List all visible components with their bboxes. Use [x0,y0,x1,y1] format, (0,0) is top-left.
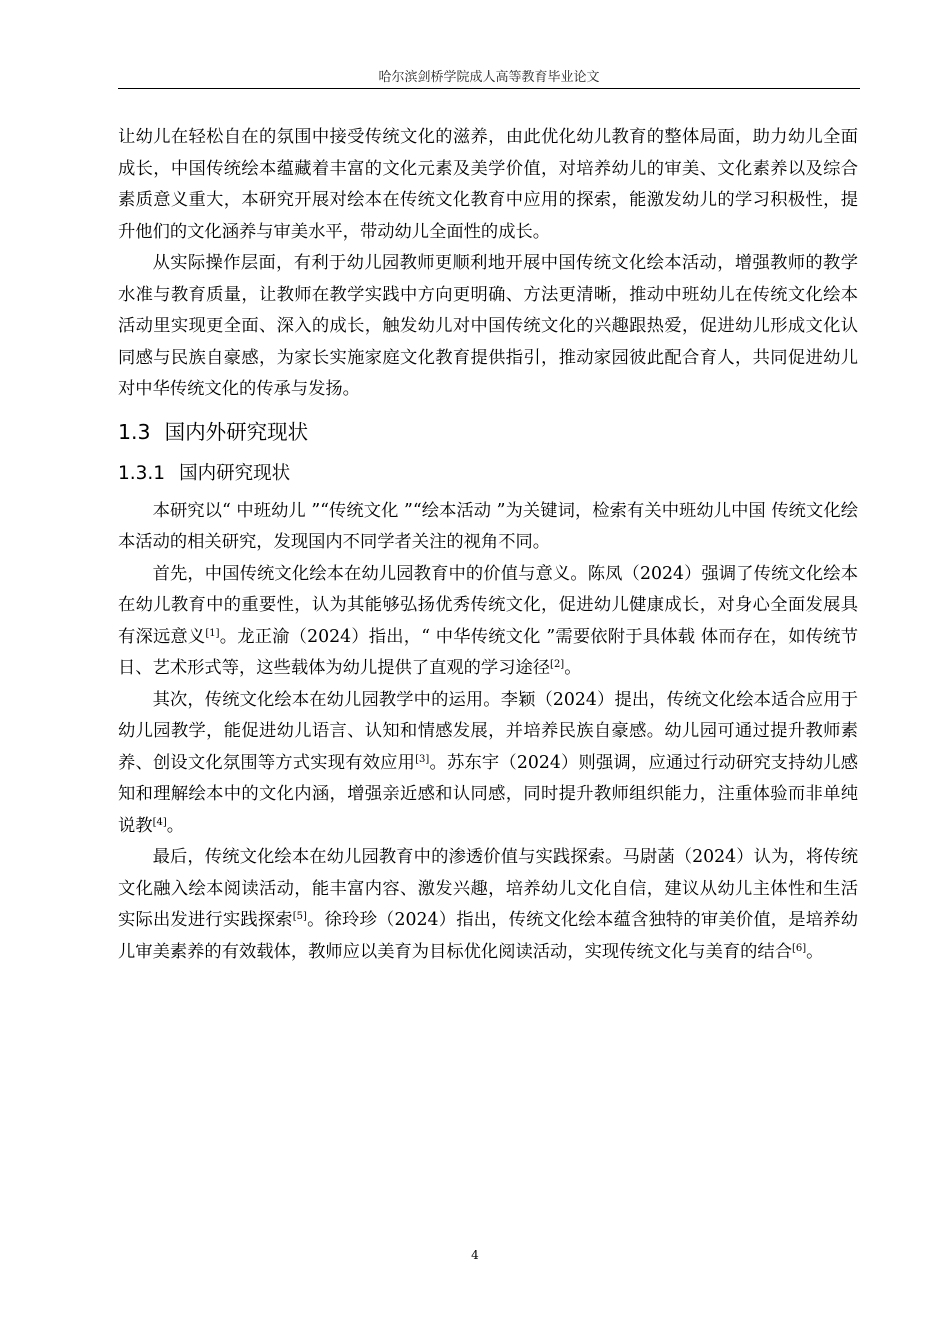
paragraph-value-meaning [118,559,858,685]
paragraph-text: 首先，中国传统文化绘本在幼儿园教育中的价值与意义。陈凤（2024）强调了传统文化绘本在幼儿教育中的重要性，认为其能够弘扬优秀传统文化，促进幼儿健康成长，对身心全面发展具有深远意义 [118,563,858,647]
paragraph-text: 。苏东宇（2024）则强调，应通过行动研究支持幼儿感知和理解绘本中的文化内涵，增强亲近感和认同感，同时提升教师组织能力，注重体验而非单纯说教 [118,752,858,836]
citation-ref-5[interactable]: [5] [292,911,307,922]
paragraph-text: 。 [806,941,824,962]
paragraph-application [118,685,858,843]
paragraph-text: 最后，传统文化绘本在幼儿园教育中的渗透价值与实践探索。马尉菡（2024）认为，将传统文化融入绘本阅读活动，能丰富内容、激发兴趣，培养幼儿文化自信，建议从幼儿主体性和生活实际出发进行实践探索 [118,847,858,930]
paragraph-text: 其次，传统文化绘本在幼儿园教学中的运用。李颖（2024）提出，传统文化绘本适合应用于幼儿园教学，能促进幼儿语言、认知和情感发展，并培养民族自豪感。幼儿园可通过提升教师素养、创设文化氛围等方式实现有效应用 [118,689,858,773]
running-header: 哈尔滨剑桥学院成人高等教育毕业论文 [378,70,600,85]
citation-ref-2[interactable]: [2] [550,659,565,670]
citation-ref-3[interactable]: [3] [415,753,430,765]
paragraph-text: 。 [564,658,582,678]
paragraph-text: 。龙正渝（2024）指出，“ 中华传统文化 ”需要依附于具体载 体而存在，如传统节日、艺术形式等，这些载体为幼儿提供了直观的学习途径 [118,626,858,678]
page-number: 4 [471,1248,479,1262]
citation-ref-4[interactable]: [4] [152,816,167,828]
paragraph-text: 。徐玲珍（2024）指出，传统文化绘本蕴含独特的审美价值，是培养幼儿审美素养的有效载体，教师应以美育为目标优化阅读活动，实现传统文化与美育的结合 [118,910,858,962]
subsection-number: 1.3.1 [118,462,166,484]
section-number: 1.3 [118,419,151,444]
section-heading-1-3 [118,414,858,450]
page-body [118,122,858,968]
section-heading-1-3-1 [118,456,858,492]
paragraph-continued: 让幼儿在轻松自在的氛围中接受传统文化的滋养，由此优化幼儿教育的整体局面，助力幼儿全面成长，中国传统绘本蕴藏着丰富的文化元素及美学价值，对培养幼儿的审美、文化素养以及综合素质意义重大，本研究开展对绘本在传统文化教育中应用的探索，能激发幼儿的学习积极性，提升他们的文化涵养与审美水平，带动幼儿全面性的成长。 [118,127,858,242]
paragraph-keywords: 本研究以“ 中班幼儿 ”“传统文化 ”“绘本活动 ”为关键词，检索有关中班幼儿中国 传统文化绘本活动的相关研究，发现国内不同学者关注的视角不同。 [118,500,858,552]
paragraph-practical-significance: 从实际操作层面，有利于幼儿园教师更顺利地开展中国传统文化绘本活动，增强教师的教学水准与教育质量，让教师在教学实践中方向更明确、方法更清晰，推动中班幼儿在传统文化绘本活动里实现更全面、深入的成长，触发幼儿对中国传统文化的兴趣跟热爱，促进幼儿形成文化认同感与民族自豪感，为家长实施家庭文化教育提供指引，推动家园彼此配合育人，共同促进幼儿对中华传统文化的传承与发扬。 [118,253,858,399]
citation-ref-6[interactable]: [6] [791,942,807,954]
subsection-title: 国内研究现状 [179,462,291,484]
header-rule [118,88,860,89]
citation-ref-1[interactable]: [1] [205,627,220,639]
section-title: 国内外研究现状 [164,419,309,444]
paragraph-practice-exploration [118,842,858,968]
paragraph-text: 。 [166,815,185,836]
